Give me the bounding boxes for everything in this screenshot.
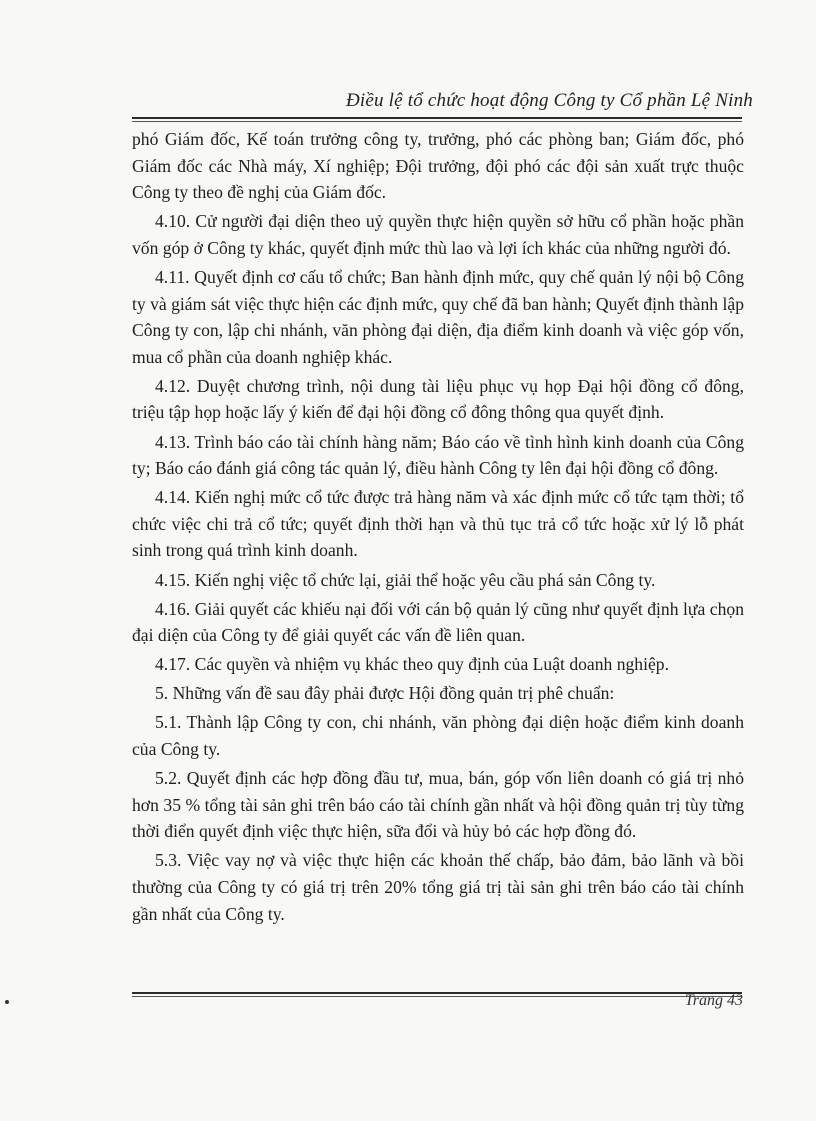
scan-speck: [5, 1000, 9, 1004]
paragraph-4-16: 4.16. Giải quyết các khiếu nại đối với cán bộ quản lý cũng như quyết định lựa chọn đại diện của Công ty để giải quyết các vấn đề liên quan.: [132, 598, 744, 646]
paragraph-4-12: 4.12. Duyệt chương trình, nội dung tài liệu phục vụ họp Đại hội đồng cổ đông, triệu tập họp hoặc lấy ý kiến để đại hội đồng cổ đông thông qua quyết định.: [132, 375, 744, 423]
header-title: Điều lệ tổ chức hoạt động Công ty Cổ phần Lệ Ninh: [346, 90, 753, 111]
paragraph-continuation: phó Giám đốc, Kế toán trưởng công ty, trưởng, phó các phòng ban; Giám đốc, phó Giám đốc các Nhà máy, Xí nghiệp; Đội trưởng, đội phó các đội sản xuất trực thuộc Công ty theo đề nghị của Giám đốc.: [132, 129, 744, 203]
page-number: Trang 43: [684, 992, 743, 1009]
header-rule-top: [132, 117, 742, 119]
paragraph-4-15: 4.15. Kiến nghị việc tổ chức lại, giải thể hoặc yêu cầu phá sản Công ty.: [155, 569, 656, 590]
paragraph-5: 5. Những vấn đề sau đây phải được Hội đồng quản trị phê chuẩn:: [155, 683, 615, 704]
paragraph-4-14: 4.14. Kiến nghị mức cổ tức được trả hàng năm và xác định mức cổ tức tạm thời; tổ chức việc chi trả cổ tức; quyết định thời hạn và thủ tục trả cổ tức hoặc xử lý lỗ phát sinh trong quá trình kinh doanh.: [132, 487, 744, 561]
paragraph-5-2: 5.2. Quyết định các hợp đồng đầu tư, mua, bán, góp vốn liên doanh có giá trị nhỏ hơn 35 % tổng tài sản ghi trên báo cáo tài chính gần nhất và hội đồng quản trị tùy từng thời điển quyết định việc thực hiện, sữa đổi và hủy bỏ các hợp đồng đó.: [132, 768, 744, 842]
paragraph-5-3: 5.3. Việc vay nợ và việc thực hiện các khoản thế chấp, bảo đảm, bảo lãnh và bồi thường của Công ty có giá trị trên 20% tổng giá trị tài sản ghi trên báo cáo tài chính gần nhất của Công ty.: [132, 850, 744, 924]
paragraph-4-10: 4.10. Cử người đại diện theo uỷ quyền thực hiện quyền sở hữu cổ phần hoặc phần vốn góp ở Công ty khác, quyết định mức thù lao và lợi ích khác của những người đó.: [132, 211, 744, 258]
paragraph-4-13: 4.13. Trình báo cáo tài chính hàng năm; Báo cáo về tình hình kinh doanh của Công ty; Báo cáo đánh giá công tác quản lý, điều hành Công ty lên đại hội đồng cổ đông.: [132, 431, 744, 479]
footer-rule-bottom: [132, 996, 742, 997]
footer-rule-top: [132, 992, 742, 994]
paragraph-5-1: 5.1. Thành lập Công ty con, chi nhánh, văn phòng đại diện hoặc điểm kinh doanh của Công ty.: [132, 712, 744, 760]
paragraph-4-17: 4.17. Các quyền và nhiệm vụ khác theo quy định của Luật doanh nghiệp.: [155, 654, 669, 675]
paragraph-4-11: 4.11. Quyết định cơ cấu tổ chức; Ban hành định mức, quy chế quản lý nội bộ Công ty và giám sát việc thực hiện các định mức, quy chế đã ban hành; Quyết định thành lập Công ty con, lập chi nhánh, văn phòng đại diện, địa điểm kinh doanh và việc góp vốn, mua cổ phần của doanh nghiệp khác.: [132, 266, 744, 367]
body-text: [132, 126, 744, 930]
header-rule-bottom: [132, 121, 742, 122]
